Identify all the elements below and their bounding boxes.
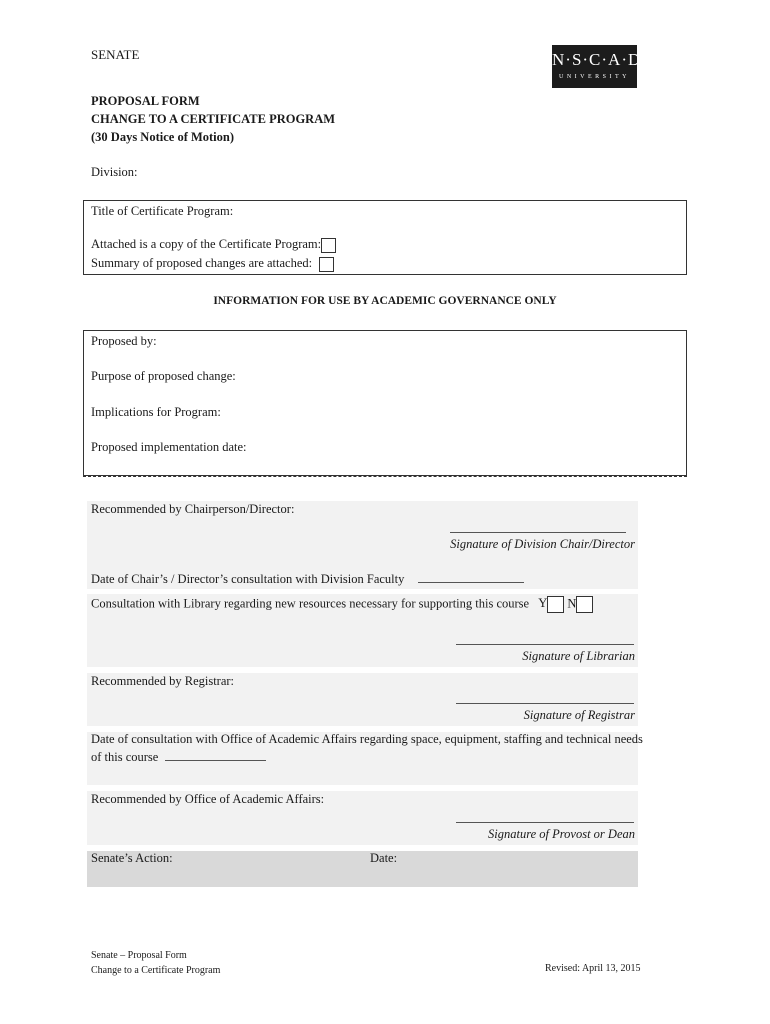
- senate-date-label: Date:: [370, 851, 398, 865]
- summary-label: Summary of proposed changes are attached:: [91, 256, 313, 270]
- summary-checkbox[interactable]: [319, 257, 334, 272]
- footer-left: [91, 948, 220, 978]
- program-title-label: Title of Certificate Program:: [91, 204, 234, 218]
- chair-signature-line[interactable]: [450, 532, 626, 533]
- footer-line1: Senate – Proposal Form: [91, 950, 187, 961]
- registrar-recommended-label: Recommended by Registrar:: [91, 674, 235, 688]
- logo-brand-text: N·S·C·A·D: [552, 50, 642, 69]
- registrar-signature-line[interactable]: [456, 703, 634, 704]
- librarian-signature-caption: Signature of Librarian: [522, 649, 635, 663]
- library-consultation-row: [91, 596, 593, 613]
- info-heading: INFORMATION FOR USE BY ACADEMIC GOVERNANCE ONLY: [213, 295, 557, 307]
- program-box: [83, 200, 687, 275]
- implementation-date-label: Proposed implementation date:: [91, 440, 247, 454]
- academic-affairs-date-field[interactable]: [165, 750, 266, 761]
- footer-revised: Revised: April 13, 2015: [545, 963, 641, 974]
- chair-signature-caption: Signature of Division Chair/Director: [450, 537, 635, 551]
- implications-label: Implications for Program:: [91, 405, 221, 419]
- academic-affairs-recommended-label: Recommended by Office of Academic Affairs:: [91, 792, 325, 806]
- form-title-line2: CHANGE TO A CERTIFICATE PROGRAM: [91, 112, 336, 126]
- form-title-line3: (30 Days Notice of Motion): [91, 130, 235, 144]
- division-label: Division:: [91, 165, 138, 179]
- attached-label: Attached is a copy of the Certificate Program:: [91, 237, 322, 251]
- academic-affairs-date-panel: [87, 732, 643, 785]
- librarian-signature-line[interactable]: [456, 644, 634, 645]
- nscad-logo: [552, 45, 642, 88]
- registrar-signature-caption: Signature of Registrar: [523, 708, 635, 722]
- academic-affairs-panel: [87, 791, 638, 845]
- academic-affairs-date-line2: of this course: [91, 750, 159, 764]
- form-title: [91, 92, 335, 146]
- provost-signature-caption: Signature of Provost or Dean: [488, 827, 635, 841]
- senate-action-panel: [87, 851, 638, 887]
- senate-action-label: Senate’s Action:: [91, 851, 173, 865]
- library-panel: [87, 594, 638, 667]
- chair-consultation-row: [91, 572, 524, 587]
- governance-box: [83, 330, 687, 476]
- senate-heading: SENATE: [91, 47, 140, 62]
- no-label: N: [567, 596, 577, 611]
- academic-affairs-date-row: [91, 750, 266, 765]
- yes-checkbox[interactable]: [547, 596, 564, 613]
- chair-consultation-date-field[interactable]: [418, 572, 524, 583]
- footer-line2: Change to a Certificate Program: [91, 965, 221, 976]
- academic-affairs-date-line1: Date of consultation with Office of Academic Affairs regarding space, equipment, staffing and technical needs: [91, 732, 643, 746]
- governance-box-divider: [83, 476, 687, 477]
- logo-sub-text: UNIVERSITY: [559, 74, 630, 80]
- registrar-panel: [87, 673, 638, 726]
- attached-row: [91, 237, 336, 253]
- purpose-label: Purpose of proposed change:: [91, 369, 236, 383]
- no-checkbox[interactable]: [576, 596, 593, 613]
- proposed-by-label: Proposed by:: [91, 334, 157, 348]
- chair-recommended-label: Recommended by Chairperson/Director:: [91, 502, 295, 516]
- form-title-line1: PROPOSAL FORM: [91, 94, 200, 108]
- library-consultation-label: Consultation with Library regarding new resources necessary for supporting this course: [91, 596, 530, 611]
- chair-consultation-label: Date of Chair’s / Director’s consultation with Division Faculty: [91, 572, 405, 586]
- chair-panel: [87, 501, 638, 589]
- attached-checkbox[interactable]: [321, 238, 336, 253]
- summary-row: [91, 256, 334, 272]
- yes-label: Y: [538, 596, 548, 611]
- provost-signature-line[interactable]: [456, 822, 634, 823]
